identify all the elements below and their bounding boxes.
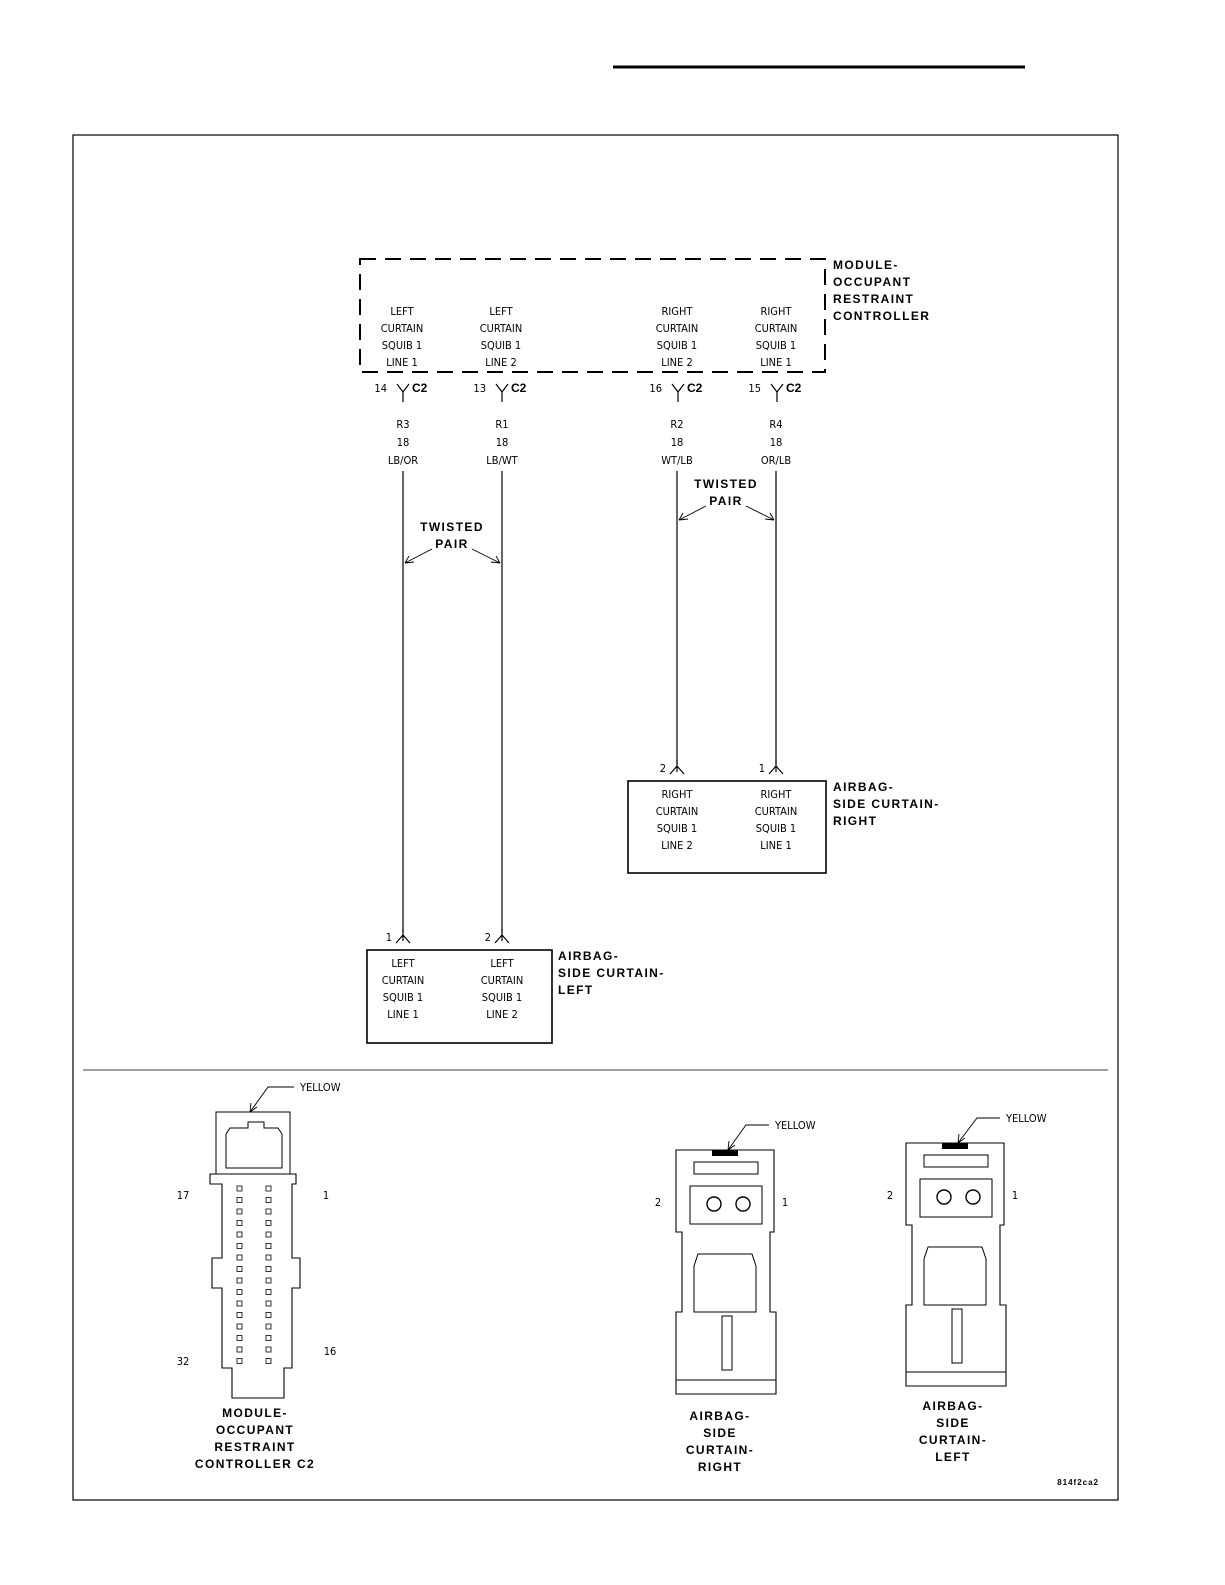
wire-r1-gauge: 18 — [495, 436, 509, 449]
module-c2-cavity — [237, 1324, 242, 1329]
twisted-pair-left-right-arrow — [472, 549, 500, 563]
left-airbag-terminal-2-icon — [495, 929, 509, 943]
terminal-15-icon — [771, 384, 783, 402]
module-pin-3-label-1: RIGHT — [661, 305, 693, 318]
module-title-line-3: RESTRAINT — [833, 292, 915, 306]
wire-r1-color: LB/WT — [486, 454, 518, 467]
module-pin-2-label-4: LINE 2 — [485, 356, 517, 369]
module-pin-4-label-3: SQUIB 1 — [755, 339, 797, 352]
left-airbag-title-1: AIRBAG- — [558, 949, 620, 963]
left-curtain-lock — [924, 1247, 986, 1305]
module-pin-4-label-2: CURTAIN — [754, 322, 798, 335]
right-airbag-pin-2-label-1: RIGHT — [661, 788, 693, 801]
right-airbag-cavity-2: 2 — [659, 762, 666, 775]
twisted-pair-left-line-2: PAIR — [435, 537, 469, 551]
module-c2-caption-1: MODULE- — [222, 1406, 288, 1420]
wire-r2-color: WT/LB — [661, 454, 693, 467]
right-curtain-caption-3: CURTAIN- — [685, 1443, 755, 1457]
module-c2-cavity — [237, 1209, 242, 1214]
wire-r3-circuit: R3 — [396, 418, 410, 431]
twisted-pair-right-line-1: TWISTED — [694, 477, 758, 491]
right-curtain-color-label: YELLOW — [775, 1119, 816, 1132]
module-c2-cavity — [237, 1347, 242, 1352]
figure-id: 814f2ca2 — [1057, 1478, 1099, 1487]
module-c2-cavity — [266, 1313, 271, 1318]
module-c2-body — [210, 1174, 300, 1398]
left-airbag-pin-2-label-4: LINE 2 — [486, 1008, 518, 1021]
terminal-13-icon — [496, 384, 508, 402]
wire-r4-circuit: R4 — [769, 418, 783, 431]
module-c2-pin-17: 17 — [176, 1189, 190, 1202]
module-c2-cavity — [266, 1221, 271, 1226]
left-curtain-pin-2: 2 — [886, 1189, 894, 1202]
page-frame — [73, 135, 1118, 1500]
left-airbag-title-2: SIDE CURTAIN- — [558, 966, 665, 980]
right-curtain-caption-1: AIRBAG- — [689, 1409, 751, 1423]
module-c2-caption-4: CONTROLLER C2 — [194, 1457, 316, 1471]
module-occupant-restraint-controller — [360, 258, 930, 467]
right-airbag-pin-1-label-1: RIGHT — [760, 788, 792, 801]
module-pin-3-label-4: LINE 2 — [661, 356, 693, 369]
right-airbag-title-2: SIDE CURTAIN- — [833, 797, 940, 811]
twisted-pair-left-left-arrow — [405, 549, 432, 563]
module-c2-cavity — [266, 1347, 271, 1352]
wire-r3-gauge: 18 — [396, 436, 410, 449]
left-airbag-pin-1-label-1: LEFT — [391, 957, 415, 970]
left-curtain-pin-1: 1 — [1011, 1189, 1019, 1202]
module-title-line-4: CONTROLLER — [833, 309, 931, 323]
module-pin-2-label-2: CURTAIN — [479, 322, 523, 335]
module-c2-latch — [226, 1122, 282, 1168]
right-airbag-pin-2-label-2: CURTAIN — [655, 805, 699, 818]
left-curtain-caption-1: AIRBAG- — [922, 1399, 984, 1413]
right-curtain-slot — [722, 1316, 732, 1370]
right-airbag-pin-1-label-4: LINE 1 — [760, 839, 792, 852]
wire-codes — [388, 418, 792, 467]
module-c2-cavities — [237, 1186, 271, 1364]
left-curtain-yellow-tab — [942, 1143, 968, 1149]
module-c2-pin-32: 32 — [176, 1355, 190, 1368]
module-c2-cavity — [266, 1359, 271, 1364]
right-airbag-pin-1-label-3: SQUIB 1 — [755, 822, 797, 835]
module-c2-cavity — [237, 1244, 242, 1249]
module-c2-cavity — [237, 1301, 242, 1306]
right-curtain-caption-2: SIDE — [703, 1426, 737, 1440]
twisted-pair-right-line-2: PAIR — [709, 494, 743, 508]
cavity-14: 14 — [374, 382, 387, 395]
right-airbag-pin-1-label-2: CURTAIN — [754, 805, 798, 818]
module-connector-terminals — [374, 381, 801, 402]
right-airbag-title-1: AIRBAG- — [833, 780, 895, 794]
left-airbag-pin-1-label-3: SQUIB 1 — [382, 991, 424, 1004]
module-c2-cavity — [266, 1198, 271, 1203]
left-airbag-pin-1-label-4: LINE 1 — [387, 1008, 419, 1021]
right-curtain-pin-1: 1 — [781, 1196, 789, 1209]
module-pin-4-label-1: RIGHT — [760, 305, 792, 318]
left-curtain-pin-2-icon — [937, 1190, 951, 1204]
left-airbag-cavity-2: 2 — [484, 931, 491, 944]
connector-c2-14: C2 — [412, 381, 428, 395]
terminal-14-icon — [397, 384, 409, 402]
terminal-16-icon — [672, 384, 684, 402]
twisted-pair-right-left-arrow — [679, 506, 706, 520]
left-curtain-cpa — [924, 1155, 988, 1167]
module-c2-caption-2: OCCUPANT — [215, 1423, 295, 1437]
module-c2-pin-1: 1 — [322, 1189, 330, 1202]
module-pin-3-label-2: CURTAIN — [655, 322, 699, 335]
module-c2-color-pointer — [250, 1087, 294, 1112]
right-curtain-pin-2-icon — [707, 1197, 721, 1211]
module-title-line-2: OCCUPANT — [833, 275, 912, 289]
twisted-pair-left-line-1: TWISTED — [420, 520, 484, 534]
module-c2-latch-frame — [216, 1112, 290, 1174]
module-title-line-1: MODULE- — [833, 258, 899, 272]
module-c2-cavity — [237, 1232, 242, 1237]
right-curtain-caption-4: RIGHT — [697, 1460, 743, 1474]
cavity-13: 13 — [473, 382, 486, 395]
module-c2-cavity — [266, 1186, 271, 1191]
right-curtain-pin-1-icon — [736, 1197, 750, 1211]
module-c2-cavity — [266, 1290, 271, 1295]
cavity-15: 15 — [748, 382, 761, 395]
right-curtain-lock — [694, 1254, 756, 1312]
module-c2-cavity — [237, 1336, 242, 1341]
module-c2-cavity — [266, 1255, 271, 1260]
module-c2-color-label: YELLOW — [300, 1081, 341, 1094]
airbag-side-curtain-left — [367, 929, 665, 1043]
wire-r1-circuit: R1 — [495, 418, 509, 431]
left-curtain-socket — [920, 1179, 992, 1217]
module-c2-cavity — [237, 1255, 242, 1260]
module-c2-cavity — [237, 1221, 242, 1226]
right-curtain-color-pointer — [728, 1125, 769, 1150]
module-c2-cavity — [266, 1267, 271, 1272]
module-pin-2-label-3: SQUIB 1 — [480, 339, 522, 352]
left-curtain-color-pointer — [958, 1118, 1000, 1143]
twisted-pair-right-right-arrow — [746, 506, 774, 520]
module-c2-cavity — [266, 1244, 271, 1249]
twisted-pair-left — [405, 520, 500, 563]
left-airbag-cavity-1: 1 — [385, 931, 392, 944]
right-airbag-terminal-2-icon — [670, 760, 684, 774]
module-c2-cavity — [266, 1232, 271, 1237]
module-c2-cavity — [237, 1198, 242, 1203]
right-curtain-yellow-tab — [712, 1150, 738, 1156]
module-pin-1-label-2: CURTAIN — [380, 322, 424, 335]
left-airbag-pin-2-label-2: CURTAIN — [480, 974, 524, 987]
connector-view-module-c2 — [177, 1081, 341, 1471]
module-c2-cavity — [266, 1324, 271, 1329]
right-curtain-pin-2: 2 — [654, 1196, 662, 1209]
module-c2-cavity — [237, 1313, 242, 1318]
module-pin-1-label-3: SQUIB 1 — [381, 339, 423, 352]
left-curtain-pin-1-icon — [966, 1190, 980, 1204]
connector-c2-15: C2 — [786, 381, 802, 395]
right-airbag-pin-2-label-4: LINE 2 — [661, 839, 693, 852]
module-c2-pin-16: 16 — [323, 1345, 337, 1358]
module-c2-cavity — [266, 1278, 271, 1283]
module-dashed-box — [360, 259, 825, 372]
wire-r4-color: OR/LB — [760, 454, 792, 467]
left-curtain-caption-4: LEFT — [935, 1450, 971, 1464]
module-c2-caption-3: RESTRAINT — [214, 1440, 296, 1454]
wire-r2-circuit: R2 — [670, 418, 684, 431]
module-c2-cavity — [237, 1290, 242, 1295]
right-airbag-terminal-1-icon — [769, 760, 783, 774]
airbag-side-curtain-right — [628, 760, 940, 873]
connector-view-left-curtain — [887, 1112, 1047, 1464]
module-pin-4-label-4: LINE 1 — [760, 356, 792, 369]
right-airbag-pin-2-label-3: SQUIB 1 — [656, 822, 698, 835]
wire-r3-color: LB/OR — [387, 454, 419, 467]
module-c2-cavity — [237, 1278, 242, 1283]
wire-r4-gauge: 18 — [769, 436, 783, 449]
left-airbag-title-3: LEFT — [558, 983, 594, 997]
module-pin-3-label-3: SQUIB 1 — [656, 339, 698, 352]
left-airbag-pin-1-label-2: CURTAIN — [381, 974, 425, 987]
right-curtain-socket — [690, 1186, 762, 1224]
left-curtain-color-label: YELLOW — [1006, 1112, 1047, 1125]
left-airbag-pin-2-label-3: SQUIB 1 — [481, 991, 523, 1004]
twisted-pair-right — [679, 477, 774, 520]
left-curtain-caption-2: SIDE — [936, 1416, 970, 1430]
right-airbag-title-3: RIGHT — [833, 814, 878, 828]
left-curtain-caption-3: CURTAIN- — [918, 1433, 988, 1447]
module-c2-cavity — [237, 1186, 242, 1191]
module-c2-cavity — [266, 1301, 271, 1306]
module-pin-2-label-1: LEFT — [489, 305, 513, 318]
left-curtain-slot — [952, 1309, 962, 1363]
right-airbag-cavity-1: 1 — [758, 762, 765, 775]
left-airbag-pin-2-label-1: LEFT — [490, 957, 514, 970]
right-curtain-body — [676, 1150, 776, 1394]
module-pin-1-label-4: LINE 1 — [386, 356, 418, 369]
connector-c2-13: C2 — [511, 381, 527, 395]
right-curtain-cpa — [694, 1162, 758, 1174]
module-c2-cavity — [237, 1267, 242, 1272]
cavity-16: 16 — [649, 382, 662, 395]
module-c2-cavity — [237, 1359, 242, 1364]
module-c2-cavity — [266, 1209, 271, 1214]
connector-c2-16: C2 — [687, 381, 703, 395]
module-c2-cavity — [266, 1336, 271, 1341]
module-pin-1-label-1: LEFT — [390, 305, 414, 318]
left-airbag-terminal-1-icon — [396, 929, 410, 943]
wire-r2-gauge: 18 — [670, 436, 684, 449]
connector-view-right-curtain — [655, 1119, 816, 1474]
